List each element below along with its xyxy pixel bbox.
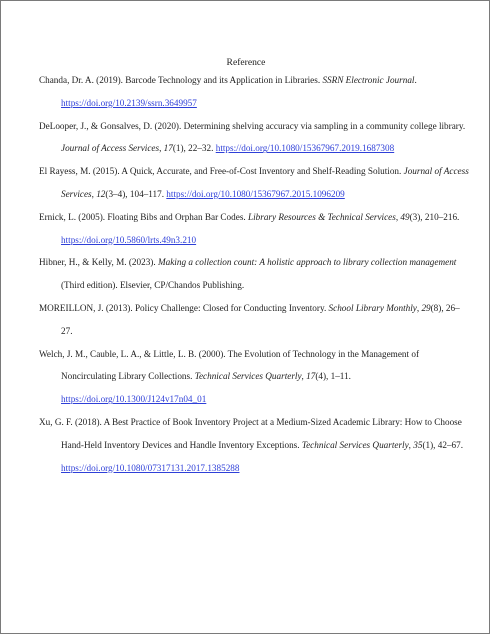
- reference-entry: [39, 160, 469, 206]
- reference-text: .: [414, 75, 417, 85]
- reference-italic-text: Journal of Access Services: [61, 166, 469, 199]
- doi-link[interactable]: https://doi.org/10.5860/lrts.49n3.210: [61, 234, 197, 245]
- reference-text: DeLooper, J., & Gonsalves, D. (2020). Determining shelving accuracy via sampling in a community college library.: [39, 120, 466, 131]
- reference-entry: [39, 115, 469, 161]
- reference-text: (4), 1–11.: [315, 371, 351, 382]
- reference-entry: [39, 206, 469, 252]
- reference-italic-text: 49: [400, 211, 410, 222]
- reference-text: ,: [91, 188, 97, 199]
- reference-italic-text: 17: [163, 143, 173, 154]
- reference-text: (1), 22–32.: [172, 143, 216, 154]
- doi-link[interactable]: https://doi.org/10.1080/07317131.2017.1385288: [61, 462, 240, 473]
- reference-text: El Rayess, M. (2015). A Quick, Accurate, and Free-of-Cost Inventory and Shelf-Reading Solution.: [39, 166, 404, 177]
- reference-entry: [39, 251, 469, 297]
- reference-text: (1), 42–67.: [422, 439, 464, 450]
- reference-text: ,: [301, 371, 307, 382]
- page-title: Reference: [226, 57, 266, 68]
- reference-text: Xu, G. F. (2018). A Best Practice of Book Inventory Project at a Medium-Sized Academic Library: How to Choose Hand-Held Inventory Devices and Handle Inventory Exceptions.: [39, 416, 462, 450]
- reference-entry: [39, 297, 469, 343]
- reference-text: Ernick, L. (2005). Floating Bibs and Orphan Bar Codes.: [39, 211, 248, 222]
- reference-italic-text: 17: [306, 371, 316, 382]
- reference-italic-text: SSRN Electronic Journal: [322, 75, 415, 85]
- reference-entry: [39, 411, 469, 479]
- reference-italic-text: Technical Services Quarterly: [194, 371, 302, 382]
- doi-link[interactable]: https://doi.org/10.1080/15367967.2019.1687308: [215, 143, 395, 154]
- doi-link[interactable]: https://doi.org/10.2139/ssrn.3649957: [61, 97, 197, 108]
- reference-text: (3), 210–216.: [409, 211, 460, 222]
- doi-link[interactable]: https://doi.org/10.1300/J124v17n04_01: [61, 394, 207, 405]
- reference-text: (Third edition). Elsevier, CP/Chandos Publishing.: [61, 280, 245, 291]
- reference-list: [39, 69, 469, 479]
- reference-italic-text: Library Resources & Technical Services: [247, 211, 396, 222]
- reference-text: (3–4), 104–117.: [105, 188, 167, 199]
- reference-text: ,: [159, 143, 164, 154]
- reference-italic-text: Making a collection count: A holistic approach to library collection management: [157, 257, 457, 268]
- reference-text: ,: [416, 302, 422, 313]
- reference-text: ,: [395, 211, 401, 222]
- reference-italic-text: 29: [421, 302, 431, 313]
- reference-italic-text: 35: [413, 439, 423, 450]
- reference-entry: [39, 69, 469, 115]
- reference-text: ,: [408, 439, 414, 450]
- reference-text: Welch, J. M., Cauble, L. A., & Little, L. B. (2000). The Evolution of Technology in the Management of Noncirculating Library Collections.: [39, 348, 419, 382]
- reference-entry: [39, 343, 469, 411]
- reference-italic-text: School Library Monthly: [328, 302, 417, 313]
- reference-italic-text: Journal of Access Services: [61, 143, 160, 154]
- reference-text: Hibner, H., & Kelly, M. (2023).: [39, 257, 158, 268]
- doi-link[interactable]: https://doi.org/10.1080/15367967.2015.1096209: [166, 188, 345, 199]
- reference-italic-text: 12: [96, 188, 106, 199]
- reference-text: (8), 26–27.: [61, 302, 460, 336]
- reference-italic-text: Technical Services Quarterly: [301, 439, 409, 450]
- reference-text: MOREILLON, J. (2013). Policy Challenge: Closed for Conducting Inventory.: [39, 302, 329, 313]
- reference-text: Chanda, Dr. A. (2019). Barcode Technology and its Application in Libraries.: [39, 75, 323, 85]
